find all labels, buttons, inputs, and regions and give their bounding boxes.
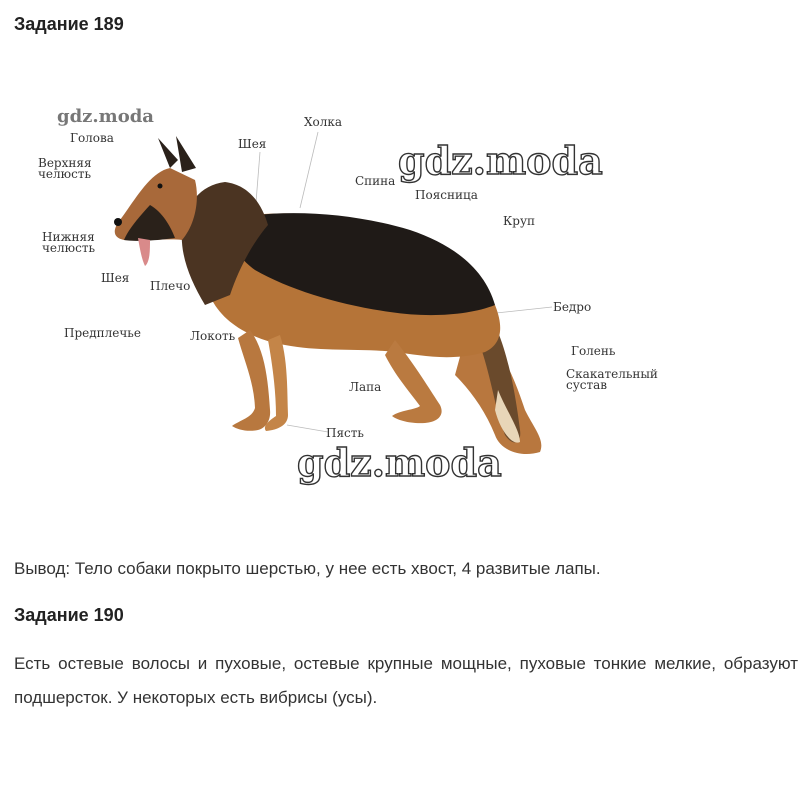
watermark-2: gdz.moda	[398, 138, 603, 183]
label-spina: Спина	[355, 174, 396, 188]
watermark-3: gdz.moda	[297, 440, 502, 485]
label-lokot: Локоть	[190, 329, 236, 343]
label-krup: Круп	[503, 214, 536, 228]
label-golova: Голова	[70, 131, 114, 145]
label-kholka: Холка	[304, 115, 343, 129]
label-bedro: Бедро	[553, 300, 592, 314]
label-pyast: Пясть	[326, 426, 364, 440]
label-plecho: Плечо	[150, 279, 191, 293]
task-189-conclusion: Вывод: Тело собаки покрыто шерстью, у нее есть хвост, 4 развитые лапы.	[14, 559, 601, 578]
label-nizhnyaya-chelyust: Нижняя челюсть	[42, 230, 95, 255]
label-sheya-top: Шея	[238, 137, 267, 151]
dog-anatomy-figure	[0, 90, 811, 510]
label-sheya-front: Шея	[101, 271, 130, 285]
label-predplechye: Предплечье	[64, 326, 141, 340]
task-189-title: Задание 189	[14, 14, 124, 34]
label-skakatelny-sustav: Скакательный сустав	[566, 367, 658, 392]
task-190-text: Есть остевые волосы и пуховые, остевые крупные мощные, пуховые тонкие мелкие, образуют подшерсток. У некоторых есть вибрисы (усы).	[14, 654, 798, 707]
watermark-1: gdz.moda	[57, 106, 154, 127]
label-poyasnitsa: Поясница	[415, 188, 478, 202]
label-golen: Голень	[571, 344, 616, 358]
task-190-title: Задание 190	[14, 605, 124, 625]
label-verkhnyaya-chelyust: Верхняя челюсть	[38, 156, 92, 181]
label-lapa: Лапа	[349, 380, 382, 394]
